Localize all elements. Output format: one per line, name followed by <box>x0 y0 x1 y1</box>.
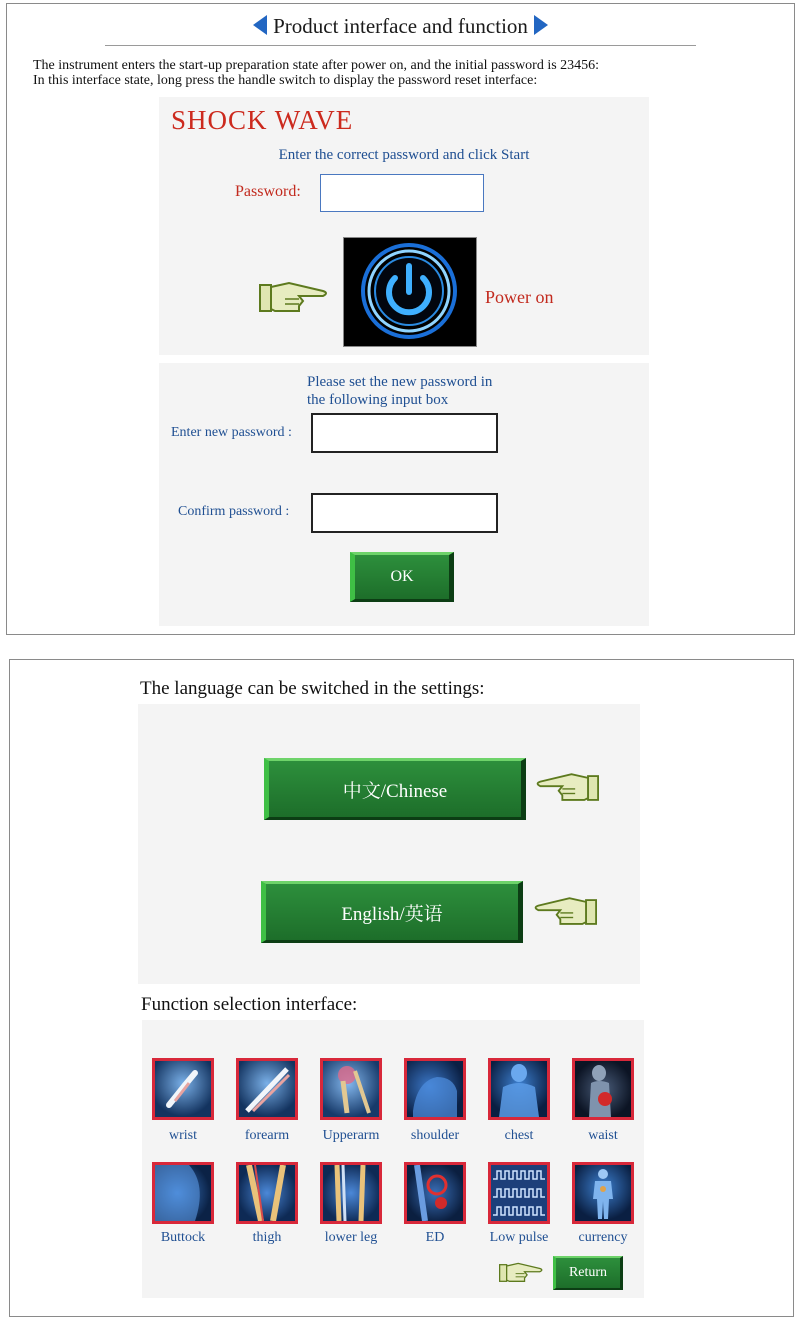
password-input[interactable] <box>320 174 484 212</box>
function-label-shoulder: shoulder <box>410 1128 460 1143</box>
function-label-currency: currency <box>578 1230 628 1245</box>
function-selection-screen <box>142 1020 644 1298</box>
chinese-language-button[interactable]: 中文/Chinese <box>264 758 526 820</box>
function-label-buttock: Buttock <box>160 1230 206 1245</box>
english-language-button[interactable]: English/英语 <box>261 881 523 943</box>
function-label-thigh: thigh <box>252 1230 282 1245</box>
intro-line-1: The instrument enters the start-up preparation state after power on, and the initial password is 23456: <box>33 58 600 73</box>
login-screen <box>159 97 649 355</box>
function-label-lower-leg: lower leg <box>324 1230 378 1245</box>
return-button[interactable]: Return <box>553 1256 623 1290</box>
function-label-low-pulse: Low pulse <box>489 1230 549 1245</box>
thigh-icon[interactable] <box>236 1162 298 1224</box>
password-reset-screen <box>159 363 649 626</box>
buttock-icon[interactable] <box>152 1162 214 1224</box>
waist-icon[interactable] <box>572 1058 634 1120</box>
pointing-hand-icon <box>533 770 599 806</box>
intro-text <box>33 58 773 88</box>
currency-body-icon[interactable] <box>572 1162 634 1224</box>
function-label-forearm: forearm <box>244 1128 290 1143</box>
upperarm-xray-icon[interactable] <box>320 1058 382 1120</box>
product-interface-panel <box>6 3 795 635</box>
reset-instruction <box>307 373 492 409</box>
language-screen <box>138 704 640 984</box>
forearm-xray-icon[interactable] <box>236 1058 298 1120</box>
new-password-input[interactable] <box>311 413 498 453</box>
power-button[interactable] <box>343 237 477 347</box>
ed-icon[interactable] <box>404 1162 466 1224</box>
chest-icon[interactable] <box>488 1058 550 1120</box>
section-header <box>7 14 794 44</box>
wrist-xray-icon[interactable] <box>152 1058 214 1120</box>
function-label-upperarm: Upperarm <box>322 1128 380 1143</box>
power-icon <box>344 238 474 344</box>
login-instruction: Enter the correct password and click Start <box>278 147 530 163</box>
function-label-waist: waist <box>588 1128 618 1143</box>
confirm-password-label: Confirm password : <box>178 504 290 519</box>
ok-button[interactable]: OK <box>350 552 454 602</box>
reset-instruction-line-2: the following input box <box>307 392 449 408</box>
shoulder-icon[interactable] <box>404 1058 466 1120</box>
pointing-hand-icon <box>259 279 331 317</box>
brand-title: SHOCK WAVE <box>171 105 354 135</box>
function-label-ed: ED <box>425 1230 445 1245</box>
intro-line-2: In this interface state, long press the handle switch to display the password reset interface: <box>33 73 538 88</box>
prev-arrow-icon[interactable] <box>253 15 267 35</box>
header-title: Product interface and function <box>273 14 528 38</box>
pointing-hand-icon <box>499 1260 545 1286</box>
lower-leg-icon[interactable] <box>320 1162 382 1224</box>
new-password-label: Enter new password : <box>171 425 292 440</box>
password-label: Password: <box>235 183 301 200</box>
language-caption: The language can be switched in the settings: <box>140 678 485 699</box>
power-on-label: Power on <box>485 287 554 307</box>
confirm-password-input[interactable] <box>311 493 498 533</box>
pointing-hand-icon <box>531 894 597 930</box>
header-divider <box>105 45 696 46</box>
low-pulse-icon[interactable] <box>488 1162 550 1224</box>
function-label-chest: chest <box>504 1128 534 1143</box>
next-arrow-icon[interactable] <box>534 15 548 35</box>
reset-instruction-line-1: Please set the new password in <box>307 374 493 390</box>
function-label-wrist: wrist <box>169 1128 197 1143</box>
function-caption: Function selection interface: <box>141 994 358 1015</box>
settings-panel <box>9 659 794 1317</box>
